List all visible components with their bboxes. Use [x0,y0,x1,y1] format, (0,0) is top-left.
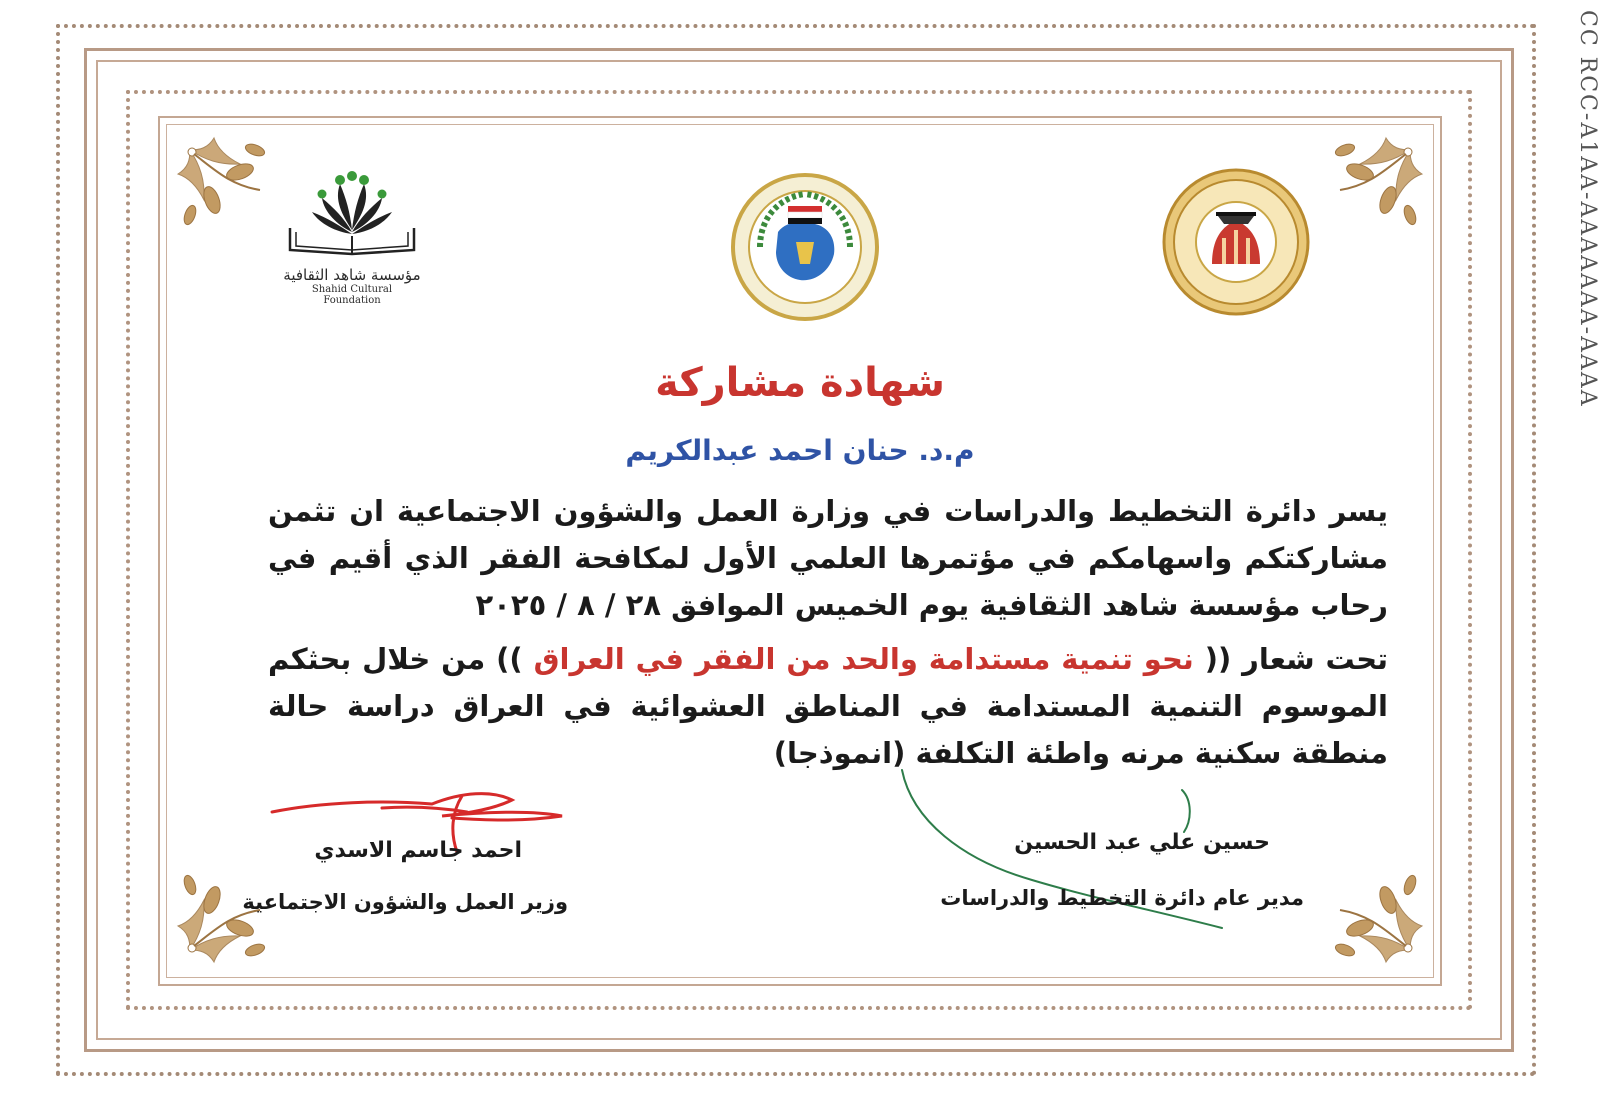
certificate-paragraph-1: يسر دائرة التخطيط والدراسات في وزارة العمل والشؤون الاجتماعية ان تثمن مشاركتكم واسهامكم في مؤتمرها العلمي الأول لمكافحة الفقر الذي أقيم في رحاب مؤسسة شاهد الثقافية يوم الخميس الموافق ٢٨ / ٨ / ٢٠٢٥ [268,494,1388,622]
shahid-foundation-logo [282,170,422,306]
ministry-seal [730,172,880,322]
scanned-edge-text: CC RCC-A1AA-AAAAAAA-AAAA [1575,10,1600,408]
certificate-paragraph-2 [268,636,1388,777]
open-book-tree-icon [282,170,422,260]
slogan-suffix: )) من خلال بحثكم الموسوم التنمية المستدامة في المناطق العشوائية في العراق دراسة حالة منطقة سكنية مرنه واطئة التكلفة (انموذجا) [268,642,1388,770]
corner-ornament-icon [1320,860,1430,970]
director-name: حسين علي عبد الحسين [1014,830,1270,855]
conference-slogan: نحو تنمية مستدامة والحد من الفقر في العراق [522,642,1205,676]
foundation-english-name: Shahid Cultural Foundation [311,284,393,306]
certificate-title: شهادة مشاركة [655,360,945,406]
recipient-name: م.د. حنان احمد عبدالكريم [625,434,975,467]
director-title: مدير عام دائرة التخطيط والدراسات [940,886,1304,910]
corner-ornament-icon [170,860,280,970]
iraq-ministry-seal-icon [730,172,880,322]
minister-title: وزير العمل والشؤون الاجتماعية [242,890,568,914]
corner-ornament-icon [1320,130,1430,240]
department-seal [1162,168,1310,316]
foundation-arabic-name: مؤسسة شاهد الثقافية [283,266,421,284]
minister-name: احمد جاسم الاسدي [314,838,522,863]
corner-ornament-icon [170,130,280,240]
slogan-prefix: تحت شعار (( [1204,642,1389,676]
department-emblem-icon [1162,168,1310,316]
